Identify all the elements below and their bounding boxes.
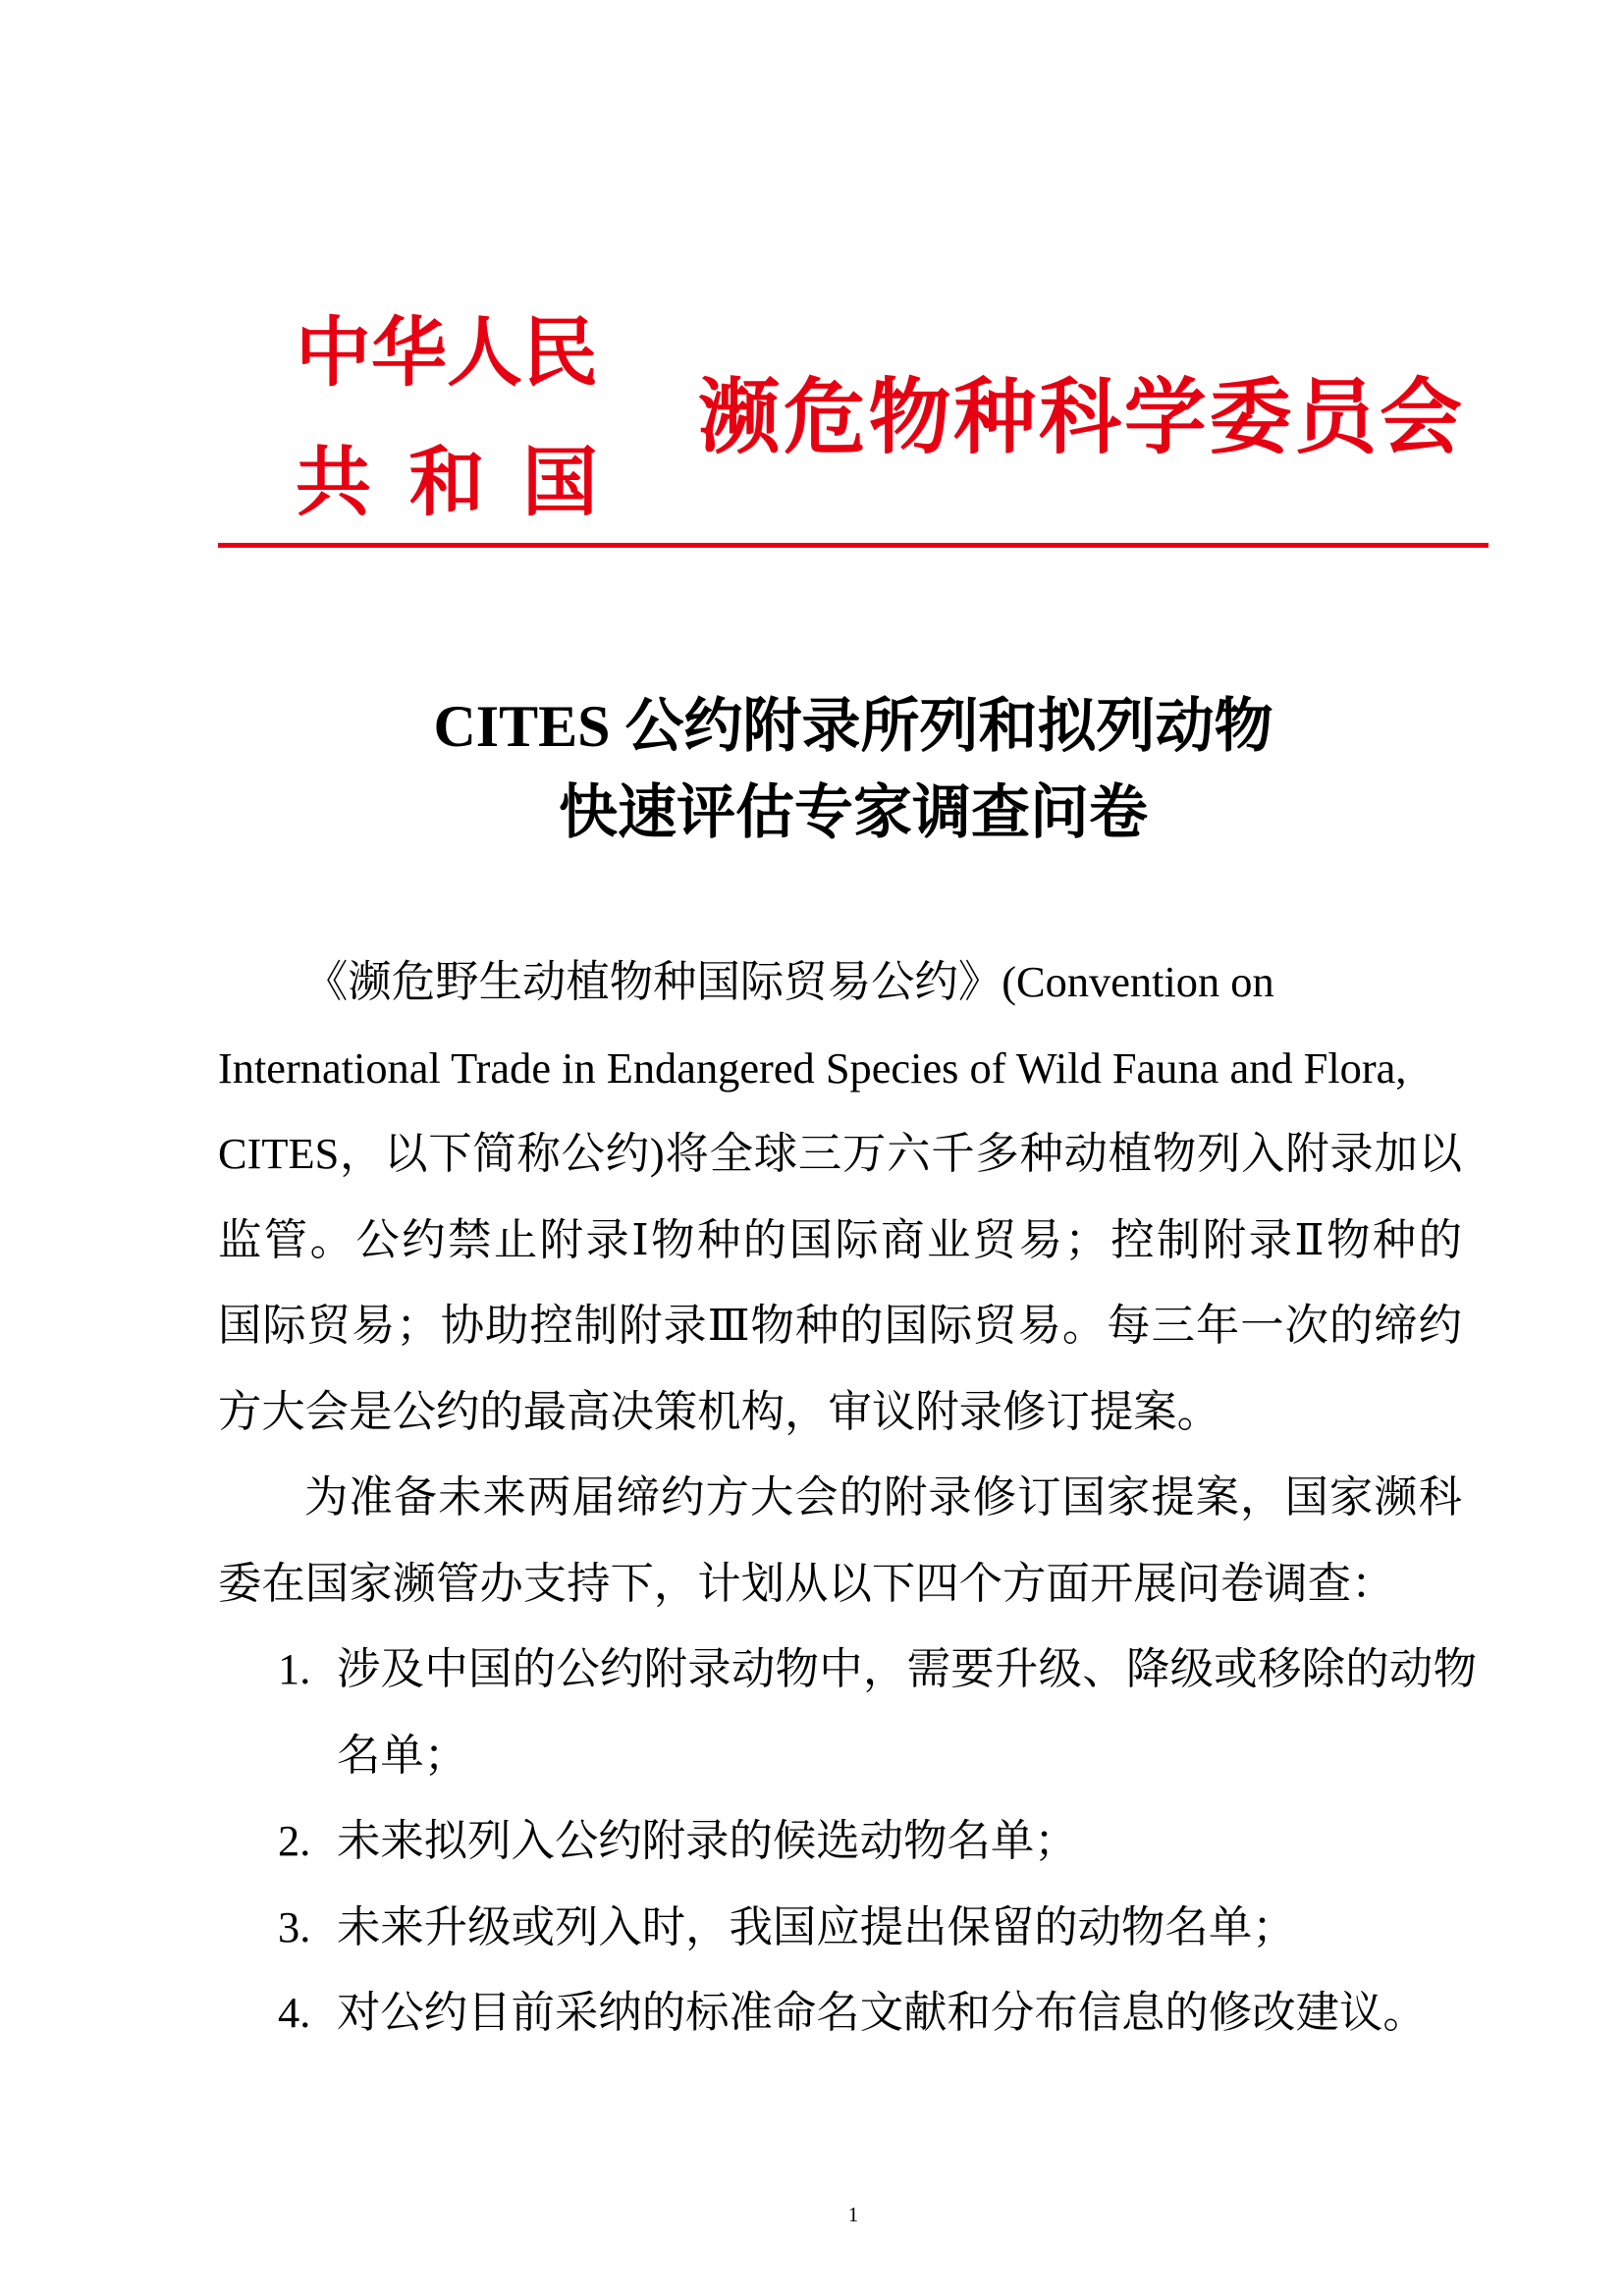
page-number: 1	[847, 2203, 859, 2226]
list-text: 未来拟列入公约附录的候选动物名单；	[337, 1816, 1078, 1865]
paragraph-plan	[218, 1455, 1485, 1627]
list-item	[218, 1798, 1477, 1885]
paragraph-line: 为准备未来两届缔约方大会的附录修订国家提案，国家濒科	[304, 1472, 1462, 1522]
list-number: 4.	[278, 1988, 311, 2037]
list-item	[218, 1970, 1477, 2056]
letterhead-country-line2: 共 和 国	[296, 439, 598, 527]
paragraph-line: International Trade in Endangered Species of Wild Fauna and Flora,	[218, 1042, 1407, 1093]
paragraph-line: 监管。公约禁止附录Ⅰ物种的国际商业贸易；控制附录Ⅱ物种的	[218, 1214, 1462, 1264]
document-body	[218, 939, 1485, 2056]
paragraph-line: 国际贸易；协助控制附录Ⅲ物种的国际贸易。每三年一次的缔约	[218, 1301, 1462, 1350]
paragraph-line: 方大会是公约的最高决策机构，审议附录修订提案。	[218, 1386, 1220, 1436]
list-item	[218, 1627, 1477, 1713]
list-text: 涉及中国的公约附录动物中，需要升级、降级或移除的动物	[337, 1644, 1477, 1693]
list-number: 3.	[278, 1901, 311, 1951]
paragraph-intro	[218, 939, 1485, 1455]
document-title-line1: CITES 公约附录所列和拟列动物	[433, 694, 1273, 759]
paragraph-line: 《濒危野生动植物种国际贸易公约》(Convention on	[304, 957, 1274, 1006]
survey-topics-list	[218, 1627, 1485, 2056]
letterhead-committee-name: 濒危物种科学委员会	[698, 368, 1462, 465]
list-text: 未来升级或列入时，我国应提出保留的动物名单；	[337, 1901, 1296, 1951]
list-item	[218, 1885, 1477, 1971]
list-number: 2.	[278, 1816, 311, 1865]
list-item-continuation: 名单；	[337, 1730, 468, 1780]
paragraph-line: CITES，以下简称公约)将全球三万六千多种动植物列入附录加以	[218, 1129, 1462, 1178]
letterhead-red-rule	[218, 543, 1489, 548]
letterhead-country-line1: 中华人民	[296, 309, 598, 398]
paragraph-line: 委在国家濒管办支持下，计划从以下四个方面开展问卷调查：	[218, 1558, 1395, 1608]
document-title-line2: 快速评估专家调查问卷	[559, 780, 1148, 845]
list-text: 对公约目前采纳的标准命名文献和分布信息的修改建议。	[337, 1988, 1427, 2037]
list-number: 1.	[278, 1644, 311, 1693]
